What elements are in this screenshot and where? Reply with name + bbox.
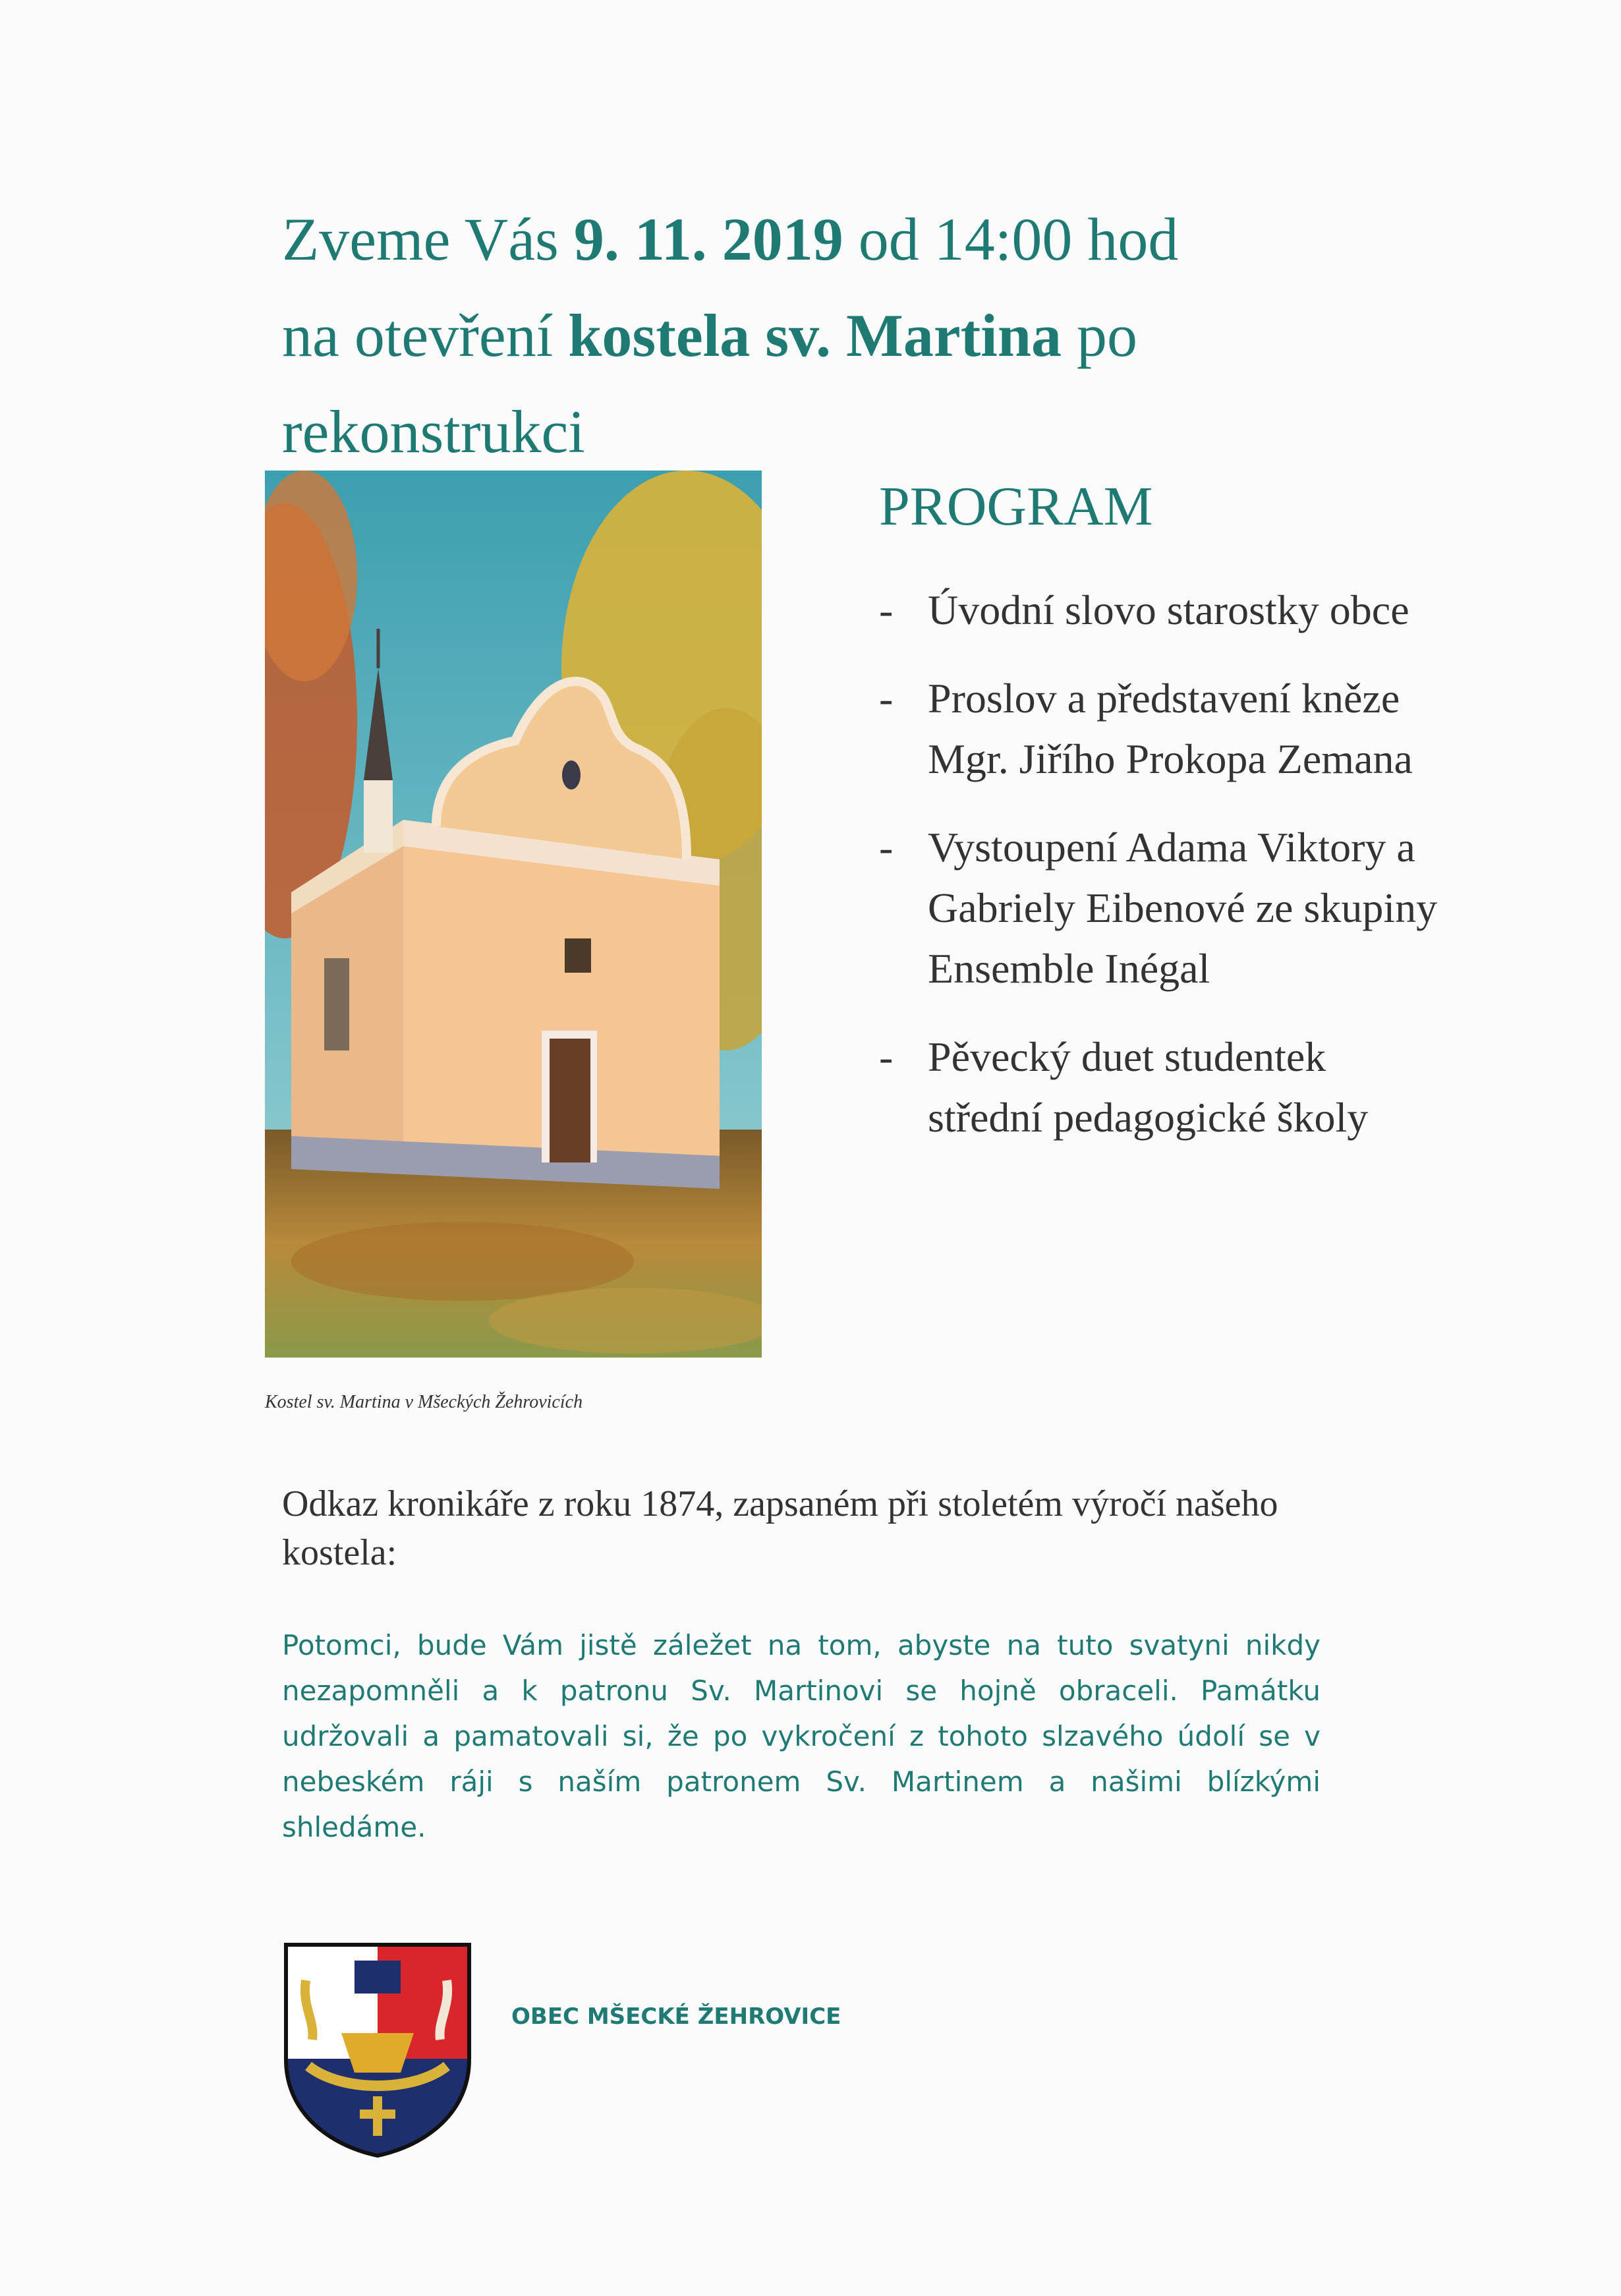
program-item: - Úvodní slovo starostky obce [879, 580, 1439, 641]
coat-of-arms-icon [282, 1941, 473, 2158]
program-title: PROGRAM [879, 476, 1153, 537]
program-item: - Pěvecký duet studentek střední pedagogické školy [879, 1027, 1439, 1148]
heading-line-1: Zveme Vás 9. 11. 2019 od 14:00 hod [282, 206, 1179, 273]
invitation-heading [282, 191, 1402, 480]
photo-caption: Kostel sv. Martina v Mšeckých Žehrovicích [265, 1392, 583, 1412]
program-item: - Vystoupení Adama Viktory a Gabriely Eibenové ze skupiny Ensemble Inégal [879, 817, 1439, 999]
dash: - [879, 824, 894, 871]
municipality-name: OBEC MŠECKÉ ŽEHROVICE [511, 2003, 841, 2030]
heading-line-2: na otevření kostela sv. Martina po [282, 302, 1138, 369]
dash: - [879, 587, 894, 633]
heading-line-3: rekonstrukci [282, 398, 585, 465]
program-item: - Proslov a představení kněze Mgr. Jiřího Prokopa Zemana [879, 668, 1439, 789]
church-name: kostela sv. Martina [568, 302, 1062, 369]
dash: - [879, 675, 894, 722]
event-date: 9. 11. 2019 [573, 206, 843, 273]
chronicler-intro: Odkaz kronikáře z roku 1874, zapsaném při stoletém výročí našeho kostela: [282, 1483, 1278, 1573]
event-time: od 14:00 hod [858, 206, 1179, 273]
program-list [879, 580, 1439, 1176]
church-photo [265, 471, 762, 1358]
dash: - [879, 1033, 894, 1080]
chronicler-quote: Potomci, bude Vám jistě záležet na tom, abyste na tuto svatyni nikdy nezapomněli a k patronu Sv. Martinovi se hojně obraceli. Památku udržovali a pamatovali si, že po vykročení z tohoto slzavého údolí se v nebeském ráji s naším patronem Sv. Martinem a našimi blízkými shledáme. [282, 1629, 1321, 1843]
